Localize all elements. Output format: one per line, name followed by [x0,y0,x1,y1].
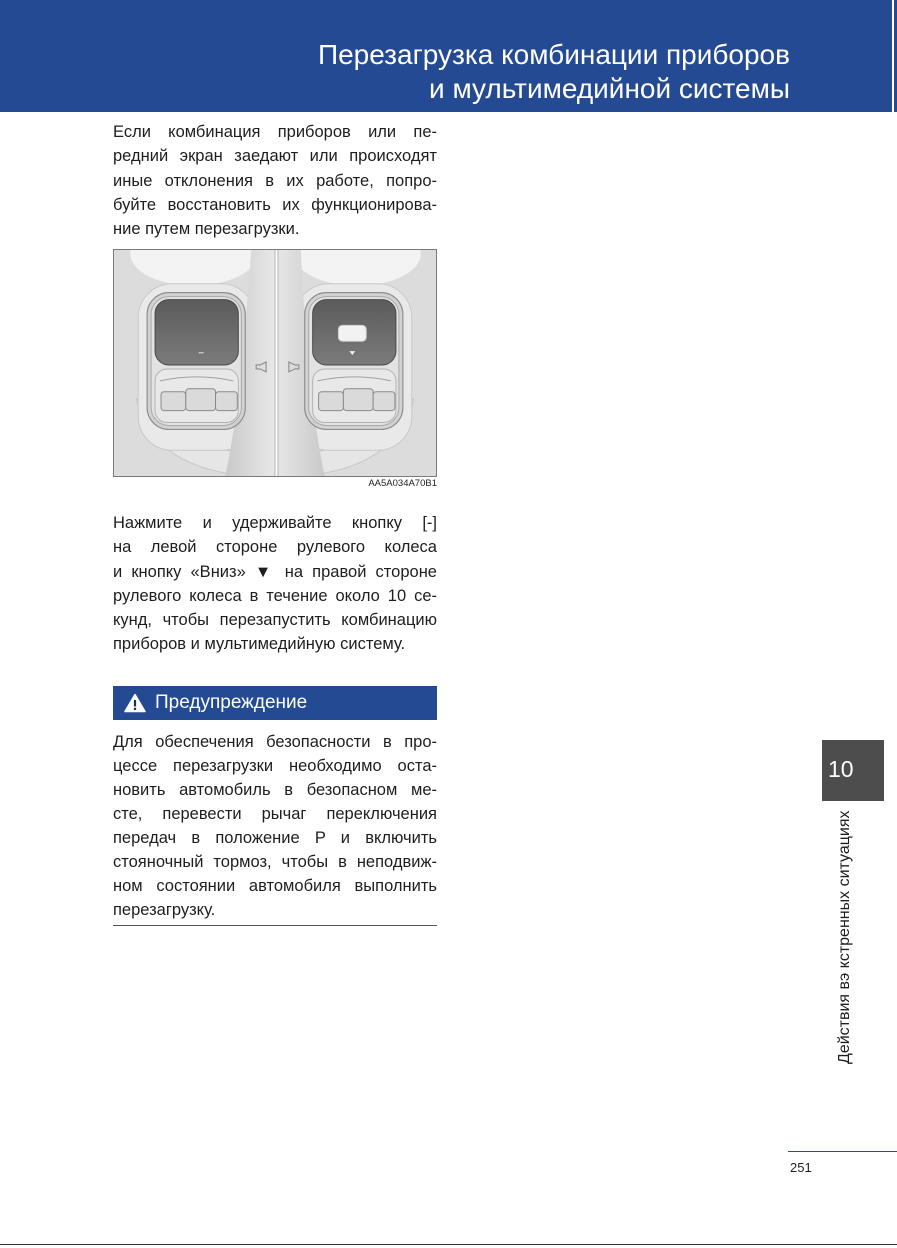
page-header [0,0,897,112]
warning-line: цессе перезагрузки необходимо оста- [113,757,437,775]
left-dark-pad [155,300,238,365]
warning-banner [113,686,437,720]
left-button-1 [161,392,186,411]
instruction-line: кунд, чтобы перезапустить комбинацию [113,611,437,630]
warning-paragraph [113,730,437,922]
warning-heading: Предупреждение [155,692,308,713]
warning-line: перезагрузку. [113,901,216,919]
minus-mark-icon [199,352,204,353]
footer-rule [788,1151,897,1152]
warning-line: Для обеспечения безопасности в про- [113,733,437,751]
left-button-3 [216,392,238,411]
page-title-line-2: и мультимедийной системы [429,73,790,104]
left-button-2 [186,389,216,411]
page-bottom-edge [0,1244,897,1245]
warning-triangle-icon [124,693,146,713]
instruction-paragraph [113,511,437,657]
instruction-line: на левой стороне рулевого колеса [113,538,437,557]
warning-line: ном состоянии автомобиля выполнить [113,877,437,895]
intro-line: буйте восстановить их функционирова- [113,195,437,214]
warning-line: передач в положение P и включить [113,829,437,847]
instruction-line: Нажмите и удерживайте кнопку [-] [113,514,437,532]
warning-end-rule [113,925,437,926]
illustration-svg [114,250,436,476]
right-button-2 [343,389,373,411]
warning-line: стояночный тормоз, чтобы в неподвиж- [113,853,437,871]
warning-line: сте, перевести рычаг переключения [113,805,437,823]
intro-line: редний экран заедают или происходят [113,147,437,166]
chapter-tab [822,740,884,801]
page-number: 251 [790,1160,812,1175]
instruction-line: рулевого колеса в течение около 10 се- [113,586,437,605]
instruction-line: и кнопку «Вниз» ▼ на правой стороне [113,562,437,581]
right-button-3 [373,392,395,411]
chapter-number: 10 [828,756,854,782]
figure-caption: AA5A034A70B1 [368,478,437,489]
steering-wheel-buttons-illustration [113,249,437,477]
intro-line: иные отклонения в их работе, попро- [113,171,437,190]
divider-edge-left [275,250,276,476]
page-title [318,38,790,106]
center-divider-line [275,250,277,476]
right-small-button [338,325,366,341]
warning-line: новить автомобиль в безопасном ме- [113,781,437,799]
intro-line: ние путем перезагрузки. [113,220,300,239]
chapter-title-vertical: Действия вэ кстренных ситуациях [836,810,853,1064]
right-button-1 [319,392,344,411]
header-divider [892,0,894,112]
page-title-line-1: Перезагрузка комбинации приборов [317,39,790,70]
intro-paragraph [113,120,437,241]
divider-edge-right [277,250,278,476]
intro-line: Если комбинация приборов или пе- [113,123,437,141]
instruction-line: приборов и мультимедийную систему. [113,635,406,654]
